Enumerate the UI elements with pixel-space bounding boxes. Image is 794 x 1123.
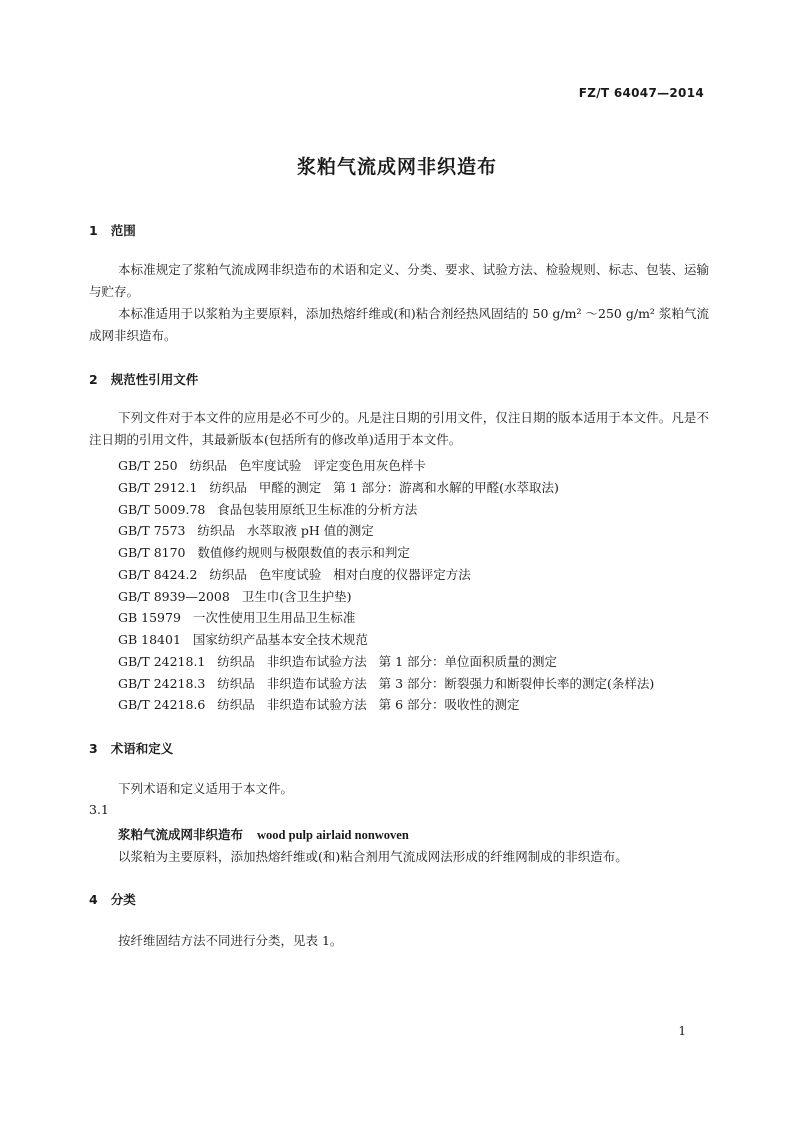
reference-item: GB/T 24218.3 纺织品 非织造布试验方法 第 3 部分：断裂强力和断裂伸长率的测定(条样法) bbox=[118, 676, 655, 691]
section-2-intro: 下列文件对于本文件的应用是必不可少的。凡是注日期的引用文件，仅注日期的版本适用于本文件。凡是不注日期的引用文件，其最新版本(包括所有的修改单)适用于本文件。 bbox=[89, 410, 709, 447]
reference-item: GB/T 8424.2 纺织品 色牢度试验 相对白度的仪器评定方法 bbox=[118, 567, 471, 582]
section-1-paragraph-2: 本标准适用于以浆粕为主要原料，添加热熔纤维或(和)粘合剂经热风固结的 50 g/m² ～250 g/m² 浆粕气流成网非织造布。 bbox=[89, 306, 709, 343]
reference-item: GB 15979 一次性使用卫生用品卫生标准 bbox=[118, 610, 356, 625]
section-1-paragraph-1: 本标准规定了浆粕气流成网非织造布的术语和定义、分类、要求、试验方法、检验规则、标志、包装、运输与贮存。 bbox=[89, 262, 709, 299]
reference-item: GB/T 5009.78 食品包装用原纸卫生标准的分析方法 bbox=[118, 502, 418, 517]
standard-number: FZ/T 64047—2014 bbox=[578, 86, 704, 100]
reference-item: GB/T 8939—2008 卫生巾(含卫生护垫) bbox=[118, 589, 352, 604]
term-definition: 以浆粕为主要原料，添加热熔纤维或(和)粘合剂用气流成网法形成的纤维网制成的非织造布。 bbox=[118, 849, 628, 864]
term-english: wood pulp airlaid nonwoven bbox=[257, 828, 409, 842]
reference-item: GB 18401 国家纺织产品基本安全技术规范 bbox=[118, 632, 368, 647]
reference-item: GB/T 250 纺织品 色牢度试验 评定变色用灰色样卡 bbox=[118, 458, 426, 473]
term-chinese: 浆粕气流成网非织造布 bbox=[118, 827, 244, 842]
reference-item: GB/T 8170 数值修约规则与极限数值的表示和判定 bbox=[118, 545, 410, 560]
page-number: 1 bbox=[678, 1024, 686, 1038]
document-title: 浆粕气流成网非织造布 bbox=[296, 156, 497, 178]
term-entry bbox=[118, 825, 409, 843]
section-3-intro: 下列术语和定义适用于本文件。 bbox=[118, 781, 294, 796]
section-3-heading: 3 术语和定义 bbox=[89, 741, 174, 756]
section-4-paragraph: 按纤维固结方法不同进行分类，见表 1。 bbox=[118, 933, 343, 948]
reference-item: GB/T 24218.1 纺织品 非织造布试验方法 第 1 部分：单位面积质量的测定 bbox=[118, 654, 558, 669]
reference-item: GB/T 7573 纺织品 水萃取液 pH 值的测定 bbox=[118, 523, 374, 538]
section-1-heading: 1 范围 bbox=[89, 223, 136, 238]
section-4-heading: 4 分类 bbox=[89, 892, 136, 907]
reference-item: GB/T 2912.1 纺织品 甲醛的测定 第 1 部分：游离和水解的甲醛(水萃取法) bbox=[118, 480, 559, 495]
reference-item: GB/T 24218.6 纺织品 非织造布试验方法 第 6 部分：吸收性的测定 bbox=[118, 697, 520, 712]
clause-number: 3.1 bbox=[89, 802, 109, 817]
section-2-heading: 2 规范性引用文件 bbox=[89, 372, 199, 387]
